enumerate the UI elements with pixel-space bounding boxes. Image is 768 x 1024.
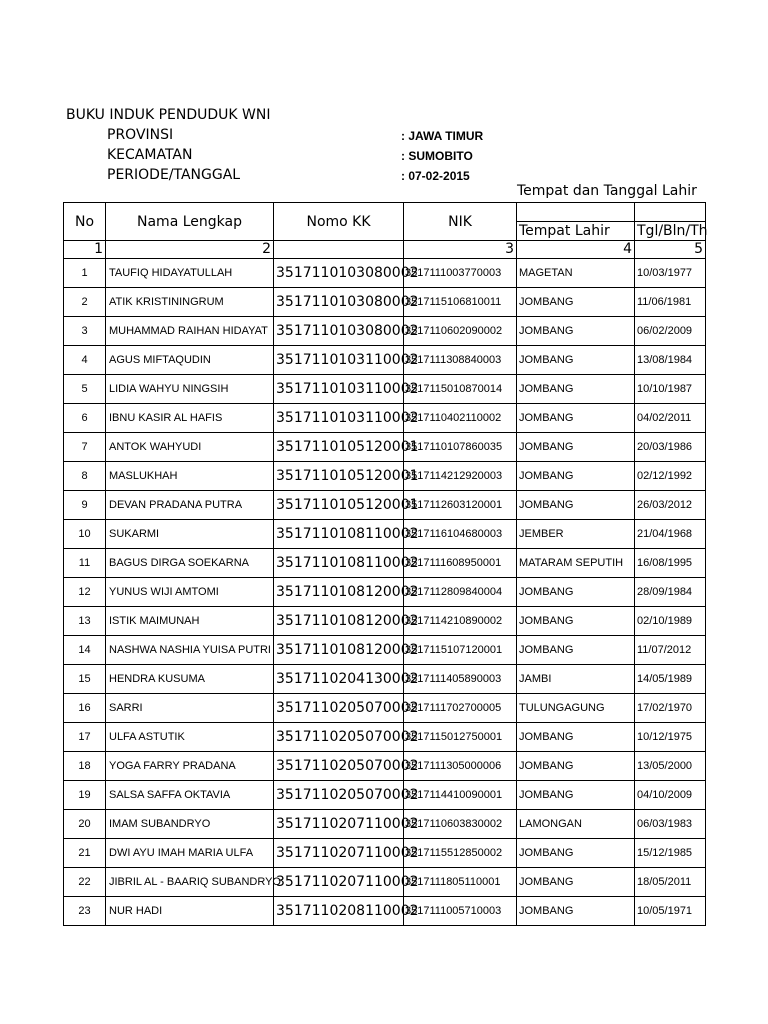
col-header-tempat: Tempat Lahir xyxy=(517,222,635,241)
table-row xyxy=(64,520,706,549)
cell-nik: 3517115010870014 xyxy=(404,375,517,404)
table-row xyxy=(64,259,706,288)
cell-no: 2 xyxy=(64,288,106,317)
cell-no: 23 xyxy=(64,897,106,926)
index-cell: 3 xyxy=(404,241,517,259)
periode-label: PERIODE/TANGGAL xyxy=(107,167,241,183)
index-cell: 2 xyxy=(106,241,274,259)
cell-tempat-lahir: JEMBER xyxy=(517,520,635,549)
cell-nomor-kk: 3517110103080002 xyxy=(274,259,404,288)
cell-nik: 3517110402110002 xyxy=(404,404,517,433)
cell-tanggal-lahir: 02/12/1992 xyxy=(635,462,706,491)
cell-nomor-kk: 3517110108120002 xyxy=(274,578,404,607)
cell-nomor-kk: 3517110105120001 xyxy=(274,462,404,491)
cell-nama: HENDRA KUSUMA xyxy=(106,665,274,694)
cell-tanggal-lahir: 14/05/1989 xyxy=(635,665,706,694)
cell-no: 6 xyxy=(64,404,106,433)
cell-tanggal-lahir: 13/08/1984 xyxy=(635,346,706,375)
cell-nik: 3517114210890002 xyxy=(404,607,517,636)
header-row xyxy=(64,203,706,222)
cell-nama: AGUS MIFTAQUDIN xyxy=(106,346,274,375)
cell-tanggal-lahir: 04/10/2009 xyxy=(635,781,706,810)
table-row xyxy=(64,346,706,375)
cell-tanggal-lahir: 10/03/1977 xyxy=(635,259,706,288)
cell-tempat-lahir: MAGETAN xyxy=(517,259,635,288)
cell-nama: ISTIK MAIMUNAH xyxy=(106,607,274,636)
table-row xyxy=(64,317,706,346)
cell-nomor-kk: 3517110205070002 xyxy=(274,723,404,752)
cell-nama: MASLUKHAH xyxy=(106,462,274,491)
cell-nik: 3517110603830002 xyxy=(404,810,517,839)
cell-nomor-kk: 3517110108110002 xyxy=(274,520,404,549)
cell-nama: IBNU KASIR AL HAFIS xyxy=(106,404,274,433)
cell-tempat-lahir: JOMBANG xyxy=(517,317,635,346)
cell-nomor-kk: 3517110208110002 xyxy=(274,897,404,926)
cell-nik: 3517111702700005 xyxy=(404,694,517,723)
cell-no: 20 xyxy=(64,810,106,839)
cell-tempat-lahir: JOMBANG xyxy=(517,636,635,665)
cell-tempat-lahir: JOMBANG xyxy=(517,375,635,404)
table-row xyxy=(64,578,706,607)
cell-no: 18 xyxy=(64,752,106,781)
cell-nomor-kk: 3517110108110002 xyxy=(274,549,404,578)
cell-tanggal-lahir: 18/05/2011 xyxy=(635,868,706,897)
cell-no: 17 xyxy=(64,723,106,752)
col-header-tgl-spacer xyxy=(635,203,706,222)
cell-tanggal-lahir: 20/03/1986 xyxy=(635,433,706,462)
cell-tanggal-lahir: 10/12/1975 xyxy=(635,723,706,752)
table-row xyxy=(64,288,706,317)
cell-nomor-kk: 3517110204130002 xyxy=(274,665,404,694)
col-header-nama: Nama Lengkap xyxy=(106,203,274,241)
cell-nik: 3517116104680003 xyxy=(404,520,517,549)
cell-no: 12 xyxy=(64,578,106,607)
cell-nomor-kk: 3517110103080002 xyxy=(274,288,404,317)
cell-nama: NUR HADI xyxy=(106,897,274,926)
cell-tempat-lahir: JOMBANG xyxy=(517,781,635,810)
col-header-nik: NIK xyxy=(404,203,517,241)
cell-no: 14 xyxy=(64,636,106,665)
resident-table xyxy=(63,202,706,926)
cell-nik: 3517111805110001 xyxy=(404,868,517,897)
cell-nomor-kk: 3517110205070002 xyxy=(274,694,404,723)
cell-nama: YOGA FARRY PRADANA xyxy=(106,752,274,781)
cell-tempat-lahir: JOMBANG xyxy=(517,491,635,520)
cell-nama: NASHWA NASHIA YUISA PUTRI xyxy=(106,636,274,665)
index-row xyxy=(64,241,706,259)
cell-nomor-kk: 3517110207110002 xyxy=(274,868,404,897)
table-row xyxy=(64,491,706,520)
cell-tanggal-lahir: 04/02/2011 xyxy=(635,404,706,433)
cell-nomor-kk: 3517110108120002 xyxy=(274,636,404,665)
cell-nama: SUKARMI xyxy=(106,520,274,549)
cell-nik: 3517115107120001 xyxy=(404,636,517,665)
table-row xyxy=(64,433,706,462)
table-row xyxy=(64,810,706,839)
provinsi-label: PROVINSI xyxy=(107,127,174,143)
table-row xyxy=(64,781,706,810)
cell-no: 3 xyxy=(64,317,106,346)
cell-tanggal-lahir: 17/02/1970 xyxy=(635,694,706,723)
col-header-tempat-spacer xyxy=(517,203,635,222)
index-cell: 4 xyxy=(517,241,635,259)
cell-no: 5 xyxy=(64,375,106,404)
cell-nama: ULFA ASTUTIK xyxy=(106,723,274,752)
cell-tempat-lahir: MATARAM SEPUTIH xyxy=(517,549,635,578)
cell-nomor-kk: 3517110103080002 xyxy=(274,317,404,346)
periode-value: : 07-02-2015 xyxy=(401,169,470,183)
index-cell xyxy=(274,241,404,259)
cell-no: 13 xyxy=(64,607,106,636)
document-title: BUKU INDUK PENDUDUK WNI xyxy=(66,107,271,123)
cell-nomor-kk: 3517110103110002 xyxy=(274,404,404,433)
cell-nomor-kk: 3517110105120001 xyxy=(274,433,404,462)
index-cell: 1 xyxy=(64,241,106,259)
col-header-tgl: Tgl/Bln/Th xyxy=(635,222,706,241)
cell-nama: YUNUS WIJI AMTOMI xyxy=(106,578,274,607)
table-row xyxy=(64,868,706,897)
cell-tanggal-lahir: 06/03/1983 xyxy=(635,810,706,839)
cell-nama: TAUFIQ HIDAYATULLAH xyxy=(106,259,274,288)
cell-no: 7 xyxy=(64,433,106,462)
cell-tanggal-lahir: 02/10/1989 xyxy=(635,607,706,636)
cell-tanggal-lahir: 11/07/2012 xyxy=(635,636,706,665)
cell-nama: MUHAMMAD RAIHAN HIDAYAT xyxy=(106,317,274,346)
cell-nomor-kk: 3517110207110002 xyxy=(274,810,404,839)
table-row xyxy=(64,636,706,665)
table-row xyxy=(64,665,706,694)
cell-nik: 3517111005710003 xyxy=(404,897,517,926)
cell-tempat-lahir: JOMBANG xyxy=(517,723,635,752)
cell-nik: 3517114212920003 xyxy=(404,462,517,491)
cell-no: 11 xyxy=(64,549,106,578)
cell-tempat-lahir: JOMBANG xyxy=(517,462,635,491)
cell-nik: 3517112809840004 xyxy=(404,578,517,607)
table-row xyxy=(64,549,706,578)
cell-tempat-lahir: JOMBANG xyxy=(517,288,635,317)
cell-nama: ATIK KRISTININGRUM xyxy=(106,288,274,317)
cell-nik: 3517115512850002 xyxy=(404,839,517,868)
cell-nik: 3517115012750001 xyxy=(404,723,517,752)
cell-tanggal-lahir: 13/05/2000 xyxy=(635,752,706,781)
cell-nama: SARRI xyxy=(106,694,274,723)
cell-tempat-lahir: JOMBANG xyxy=(517,752,635,781)
cell-tempat-lahir: TULUNGAGUNG xyxy=(517,694,635,723)
cell-nomor-kk: 3517110205070002 xyxy=(274,781,404,810)
cell-tanggal-lahir: 26/03/2012 xyxy=(635,491,706,520)
cell-tanggal-lahir: 11/06/1981 xyxy=(635,288,706,317)
table-row xyxy=(64,375,706,404)
cell-nik: 3517112603120001 xyxy=(404,491,517,520)
cell-nik: 3517111608950001 xyxy=(404,549,517,578)
cell-nik: 3517111308840003 xyxy=(404,346,517,375)
cell-tempat-lahir: JOMBANG xyxy=(517,433,635,462)
cell-nik: 3517114410090001 xyxy=(404,781,517,810)
table-row xyxy=(64,607,706,636)
cell-nik: 3517110107860035 xyxy=(404,433,517,462)
cell-nik: 3517115106810011 xyxy=(404,288,517,317)
cell-no: 10 xyxy=(64,520,106,549)
table-row xyxy=(64,404,706,433)
cell-nama: LIDIA WAHYU NINGSIH xyxy=(106,375,274,404)
cell-tanggal-lahir: 15/12/1985 xyxy=(635,839,706,868)
cell-no: 22 xyxy=(64,868,106,897)
cell-nama: DEVAN PRADANA PUTRA xyxy=(106,491,274,520)
cell-nomor-kk: 3517110103110002 xyxy=(274,375,404,404)
cell-nik: 3517111003770003 xyxy=(404,259,517,288)
table-row xyxy=(64,462,706,491)
cell-nik: 3517110602090002 xyxy=(404,317,517,346)
table-row xyxy=(64,694,706,723)
cell-tanggal-lahir: 10/10/1987 xyxy=(635,375,706,404)
cell-nama: IMAM SUBANDRYO xyxy=(106,810,274,839)
table-row xyxy=(64,752,706,781)
cell-tanggal-lahir: 10/05/1971 xyxy=(635,897,706,926)
cell-nik: 3517111305000006 xyxy=(404,752,517,781)
kecamatan-value: : SUMOBITO xyxy=(401,149,473,163)
cell-tanggal-lahir: 21/04/1968 xyxy=(635,520,706,549)
index-cell: 5 xyxy=(635,241,706,259)
cell-nama: SALSA SAFFA OKTAVIA xyxy=(106,781,274,810)
cell-nomor-kk: 3517110103110002 xyxy=(274,346,404,375)
kecamatan-label: KECAMATAN xyxy=(107,147,193,163)
birth-group-heading: Tempat dan Tanggal Lahir xyxy=(517,183,697,199)
cell-tempat-lahir: JAMBI xyxy=(517,665,635,694)
cell-tanggal-lahir: 06/02/2009 xyxy=(635,317,706,346)
cell-nama: BAGUS DIRGA SOEKARNA xyxy=(106,549,274,578)
cell-tanggal-lahir: 16/08/1995 xyxy=(635,549,706,578)
cell-nomor-kk: 3517110108120002 xyxy=(274,607,404,636)
col-header-kk: Nomo KK xyxy=(274,203,404,241)
provinsi-value: : JAWA TIMUR xyxy=(401,129,484,143)
cell-nama: JIBRIL AL - BAARIQ SUBANDRYO xyxy=(106,868,274,897)
cell-no: 8 xyxy=(64,462,106,491)
cell-tempat-lahir: JOMBANG xyxy=(517,607,635,636)
cell-nomor-kk: 3517110207110002 xyxy=(274,839,404,868)
cell-no: 15 xyxy=(64,665,106,694)
cell-no: 9 xyxy=(64,491,106,520)
cell-nomor-kk: 3517110105120001 xyxy=(274,491,404,520)
table-row xyxy=(64,897,706,926)
cell-no: 4 xyxy=(64,346,106,375)
cell-nama: DWI AYU IMAH MARIA ULFA xyxy=(106,839,274,868)
cell-tempat-lahir: JOMBANG xyxy=(517,839,635,868)
cell-tempat-lahir: JOMBANG xyxy=(517,897,635,926)
cell-nik: 3517111405890003 xyxy=(404,665,517,694)
cell-tempat-lahir: JOMBANG xyxy=(517,578,635,607)
table-row xyxy=(64,723,706,752)
cell-no: 21 xyxy=(64,839,106,868)
cell-no: 16 xyxy=(64,694,106,723)
cell-tanggal-lahir: 28/09/1984 xyxy=(635,578,706,607)
cell-tempat-lahir: JOMBANG xyxy=(517,868,635,897)
cell-no: 19 xyxy=(64,781,106,810)
cell-nama: ANTOK WAHYUDI xyxy=(106,433,274,462)
cell-tempat-lahir: JOMBANG xyxy=(517,346,635,375)
col-header-no: No xyxy=(64,203,106,241)
cell-tempat-lahir: JOMBANG xyxy=(517,404,635,433)
table-row xyxy=(64,839,706,868)
cell-tempat-lahir: LAMONGAN xyxy=(517,810,635,839)
cell-nomor-kk: 3517110205070002 xyxy=(274,752,404,781)
cell-no: 1 xyxy=(64,259,106,288)
